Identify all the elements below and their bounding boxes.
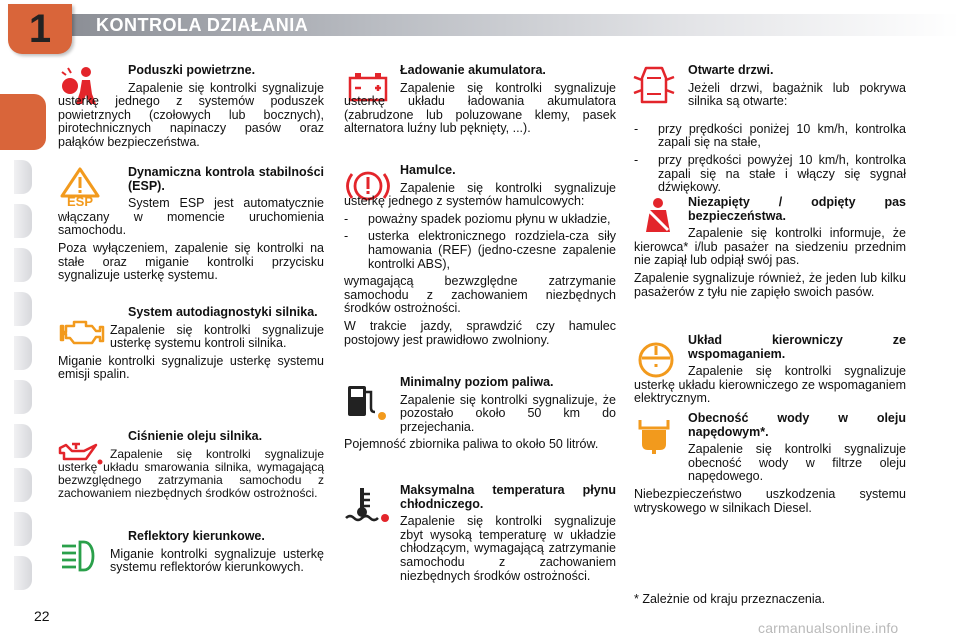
esp-text: System ESP jest automatycznie włączany w momencie uruchomienia samochodu. [58,196,324,238]
esp-title: Dynamiczna kontrola stabilności (ESP). [128,165,324,193]
chapter-tab-11[interactable] [14,556,32,590]
fuel-section [344,376,616,452]
watermark: carmanualsonline.info [758,620,899,636]
engine-text: Zapalenie się kontrolki sygnalizuje usterkę systemu kontroli silnika. [110,322,324,351]
chapter-tab-5[interactable] [14,292,32,326]
page-number: 22 [34,608,50,624]
water-title: Obecność wody w oleju napędowym*. [688,411,906,439]
headlights-title: Reflektory kierunkowe. [128,529,265,543]
oil-text: Zapalenie się kontrolki sygnalizuje usterkę układu smarowania silnika, wymagającą bezwzględnego zatrzymania samochodu z zachowaniem niezbędnych środków ostrożności. [58,446,324,500]
esp-text-2: Poza wyłączeniem, zapalenie się kontrolki na stałe oraz miganie kontrolki przycisku sygnalizuje usterkę systemu. [58,240,324,283]
water-text-2: Niebezpieczeństwo uszkodzenia systemu wtryskowego w silnikach Diesel. [634,486,906,515]
esp-icon-label: ESP [66,194,93,209]
chapter-tab-9[interactable] [14,468,32,502]
brakes-text-3: W trakcie jazdy, sprawdzić czy hamulec postojowy jest prawidłowo zwolniony. [344,318,616,347]
headlights-section [58,530,324,575]
chapter-number: 1 [28,7,52,51]
battery-text: Zapalenie się kontrolki sygnalizuje usterkę układu ładowania akumulatora (zabrudzone lub poluzowane klemy, pasek alternatora luźny lub pęknięty, ...). [344,80,616,136]
engine-section [58,306,324,382]
doors-item-1: - przy prędkości poniżej 10 km/h, kontrolka zapali się na stałe, [634,123,906,150]
brakes-text-2: wymagającą bezwzględne zatrzymanie samochodu z zachowaniem niezbędnych środków ostrożności. [344,274,616,316]
oil-title: Ciśnienie oleju silnika. [128,429,263,443]
page-title: KONTROLA DZIAŁANIA [96,15,309,35]
brakes-text: Zapalenie się kontrolki sygnalizuje usterkę jednego z systemów hamulcowych: [344,180,616,209]
doors-text: Jeżeli drzwi, bagażnik lub pokrywa silnika są otwarte: [688,80,906,109]
battery-section [344,64,616,136]
battery-title: Ładowanie akumulatora. [400,63,546,77]
chapter-tab-1[interactable] [0,94,46,150]
brakes-title: Hamulce. [400,163,456,177]
seatbelt-title: Niezapięty / odpięty pas bezpieczeństwa. [688,195,906,223]
coolant-section [344,484,616,583]
airbag-text: Zapalenie się kontrolki sygnalizuje usterkę jednego z systemów poduszek powietrznych (czołowych lub bocznych), pirotechnicznych napinaczy pasów oraz pałąków bezpieczeństwa. [58,80,324,149]
doors-title: Otwarte drzwi. [688,63,774,77]
chapter-tab-8[interactable] [14,424,32,458]
chapter-tab-3[interactable] [14,204,32,238]
steering-title: Układ kierowniczy ze wspomaganiem. [688,333,906,361]
airbag-title: Poduszki powietrzne. [128,63,256,77]
fuel-title: Minimalny poziom paliwa. [400,375,554,389]
chapter-tab-4[interactable] [14,248,32,282]
doors-section [634,64,906,195]
chapter-tab-6[interactable] [14,336,32,370]
brakes-item-1: - poważny spadek poziomu płynu w układzie, [344,213,616,227]
brakes-item-2: - usterka elektronicznego rozdziela-cza siły hamowania (REF) (jedno-czesne zapalenie kontrolki ABS), [344,230,616,271]
chapter-tab-7[interactable] [14,380,32,414]
engine-title: System autodiagnostyki silnika. [128,305,318,319]
seatbelt-text: Zapalenie się kontrolki informuje, że kierowca* i/lub pasażer na siedzeniu przednim nie zapiął lub odpiął swój pas. [634,226,906,268]
footnote: * Zależnie od kraju przeznaczenia. [634,592,826,606]
page-header [0,0,960,51]
steering-section [634,334,906,406]
headlights-text: Miganie kontrolki sygnalizuje usterkę systemu reflektorów kierunkowych. [110,546,324,575]
esp-section [58,166,324,283]
coolant-text: Zapalenie się kontrolki sygnalizuje zbyt wysoką temperaturę w układzie chłodzącym, wymagającą zatrzymanie samochodu z zachowaniem niezbędnych środków ostrożności. [400,514,616,583]
chapter-tab-2[interactable] [14,160,32,194]
water-text: Zapalenie się kontrolki sygnalizuje obecność wody w filtrze oleju napędowego. [688,442,906,484]
chapter-badge [8,4,72,54]
water-section [634,412,906,515]
steering-text: Zapalenie się kontrolki sygnalizuje usterkę układu kierowniczego ze wspomaganiem elektrycznym. [634,364,906,406]
seatbelt-section [634,196,906,299]
oil-section [58,430,324,500]
brakes-section [344,164,616,347]
fuel-text-2: Pojemność zbiornika paliwa to około 50 litrów. [344,437,599,452]
chapter-tab-10[interactable] [14,512,32,546]
fuel-text: Zapalenie się kontrolki sygnalizuje, że pozostało około 50 km do przejechania. [400,392,616,434]
seatbelt-text-2: Zapalenie sygnalizuje również, że jeden lub kilku pasażerów z tyłu nie zapięło swoich pasów. [634,270,906,299]
doors-item-2: - przy prędkości powyżej 10 km/h, kontrolka zapali się na stałe i włączy się sygnał dźwiękowy. [634,154,906,195]
coolant-title: Maksymalna temperatura płynu chłodniczego. [400,483,616,511]
airbag-section [58,64,324,150]
engine-text-2: Miganie kontrolki sygnalizuje usterkę systemu emisji spalin. [58,353,324,382]
